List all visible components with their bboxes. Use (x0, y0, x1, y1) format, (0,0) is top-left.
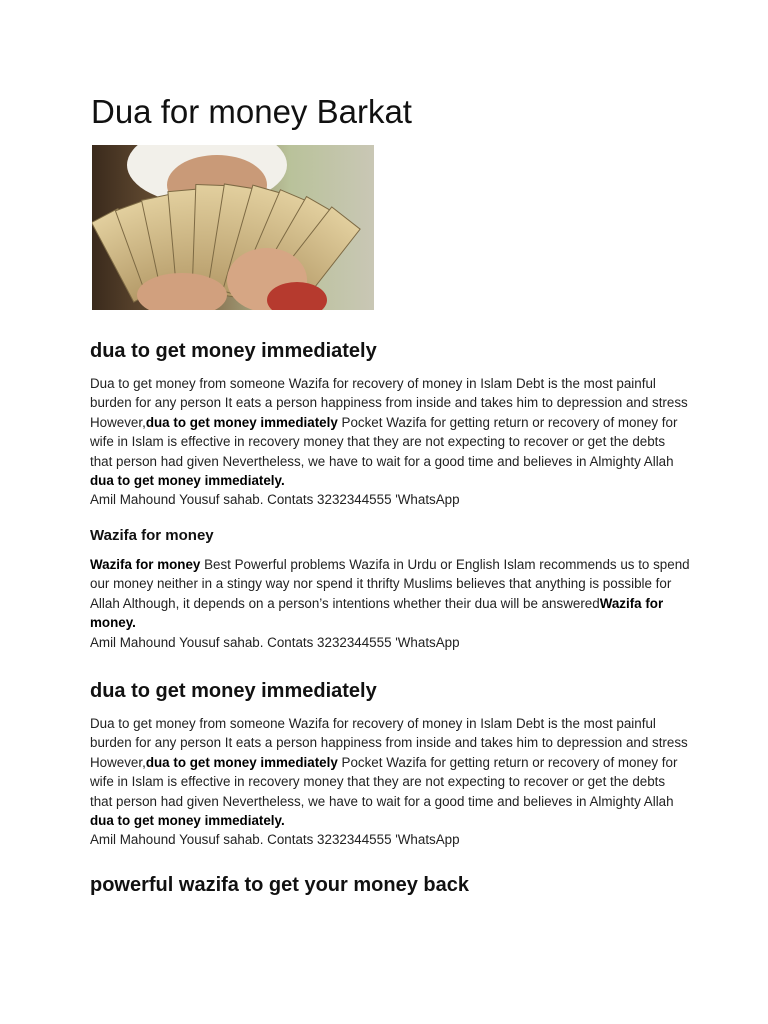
contact-line: Amil Mahound Yousuf sahab. Contats 3232344555 'WhatsApp (90, 492, 460, 508)
section-paragraph: Dua to get money from someone Wazifa for recovery of money in Islam Debt is the most painful burden for any person It eats a person happiness from inside and takes him to depression and stress However,dua to get money immediately Pocket Wazifa for getting return or recovery of money for wife in Islam is effective in recovery money that they are not expecting to recover or get the debts that person had given Nevertheless, we have to wait for a good time and believes in Almighty Allah dua to get money immediately. (90, 376, 688, 489)
money-photo-icon (92, 145, 374, 310)
contact-line: Amil Mahound Yousuf sahab. Contats 3232344555 'WhatsApp (90, 634, 460, 650)
section-paragraph: Dua to get money from someone Wazifa for recovery of money in Islam Debt is the most painful burden for any person It eats a person happiness from inside and takes him to depression and stress However,dua to get money immediately Pocket Wazifa for getting return or recovery of money for wife in Islam is effective in recovery money that they are not expecting to recover or get the debts that person had given Nevertheless, we have to wait for a good time and believes in Almighty Allah dua to get money immediately. (90, 716, 688, 829)
section-heading: powerful wazifa to get your money back (90, 874, 469, 896)
section-heading: Wazifa for money (90, 527, 214, 544)
section-paragraph: Wazifa for money Best Powerful problems Wazifa in Urdu or English Islam recommends us to spend our money neither in a stingy way nor spend it thrifty Muslims believes that anything is possible for Allah Although, it depends on a person’s intentions whether their dua will be answeredWazifa for money. (90, 557, 690, 631)
section-dua-immediately-1 (90, 339, 690, 510)
page-title: Dua for money Barkat (91, 93, 412, 130)
section-powerful-wazifa (90, 873, 690, 897)
contact-line: Amil Mahound Yousuf sahab. Contats 3232344555 'WhatsApp (90, 832, 460, 848)
section-dua-immediately-2 (90, 679, 690, 850)
section-wazifa-for-money (90, 526, 690, 652)
section-heading: dua to get money immediately (90, 340, 377, 362)
section-heading: dua to get money immediately (90, 680, 377, 702)
